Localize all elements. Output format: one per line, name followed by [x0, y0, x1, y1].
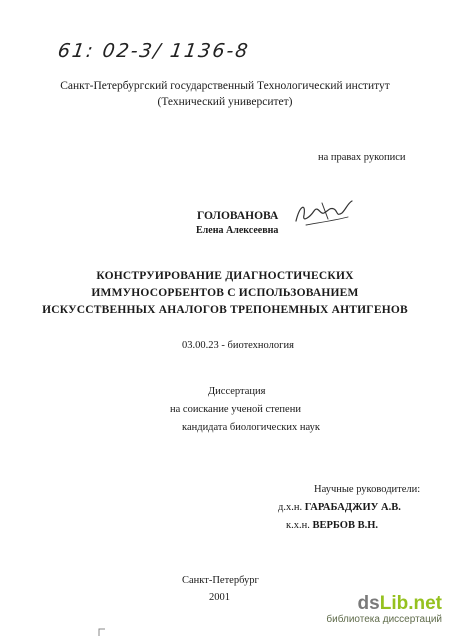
- dslib-logo[interactable]: [326, 594, 442, 614]
- supervisor-degree: д.х.н.: [278, 502, 303, 513]
- specialty-code: 03.00.23 - биотехнология: [182, 340, 294, 351]
- logo-lib-part: Lib.net: [379, 593, 442, 614]
- manuscript-rights-note: на правах рукописи: [318, 152, 406, 163]
- supervisor-name: ГАРАБАДЖИУ А.В.: [304, 502, 401, 513]
- dissertation-title-line: ИММУНОСОРБЕНТОВ С ИСПОЛЬЗОВАНИЕМ: [91, 287, 359, 299]
- handwritten-catalog-code: 61: 02-3/ 1136-8: [56, 40, 252, 62]
- supervisor-entry: [278, 502, 401, 513]
- dissertation-title-line: ИСКУССТВЕННЫХ АНАЛОГОВ ТРЕПОНЕМНЫХ АНТИГЕНОВ: [42, 304, 408, 316]
- supervisor-degree: к.х.н.: [286, 520, 310, 531]
- handwritten-signature: [292, 195, 358, 231]
- scan-corner-mark: [98, 628, 106, 636]
- supervisor-entry: [286, 520, 378, 531]
- degree-name: кандидата биологических наук: [182, 422, 320, 433]
- dissertation-label: Диссертация: [208, 386, 266, 397]
- supervisors-label: Научные руководители:: [314, 484, 421, 495]
- supervisor-name: ВЕРБОВ В.Н.: [312, 520, 378, 531]
- city: Санкт-Петербург: [182, 575, 259, 586]
- dslib-watermark[interactable]: [326, 594, 442, 626]
- degree-purpose: на соискание ученой степени: [170, 404, 301, 415]
- institute-name: Санкт-Петербургский государственный Технологический институт: [60, 80, 390, 92]
- dslib-subtitle: библиотека диссертаций: [326, 614, 442, 625]
- author-given-name: Елена Алексеевна: [196, 225, 279, 236]
- logo-ds-part: ds: [357, 593, 380, 614]
- dissertation-title-line: КОНСТРУИРОВАНИЕ ДИАГНОСТИЧЕСКИХ: [96, 270, 354, 282]
- author-surname: ГОЛОВАНОВА: [197, 210, 279, 222]
- year: 2001: [209, 592, 230, 603]
- institute-subtitle: (Технический университет): [157, 96, 293, 108]
